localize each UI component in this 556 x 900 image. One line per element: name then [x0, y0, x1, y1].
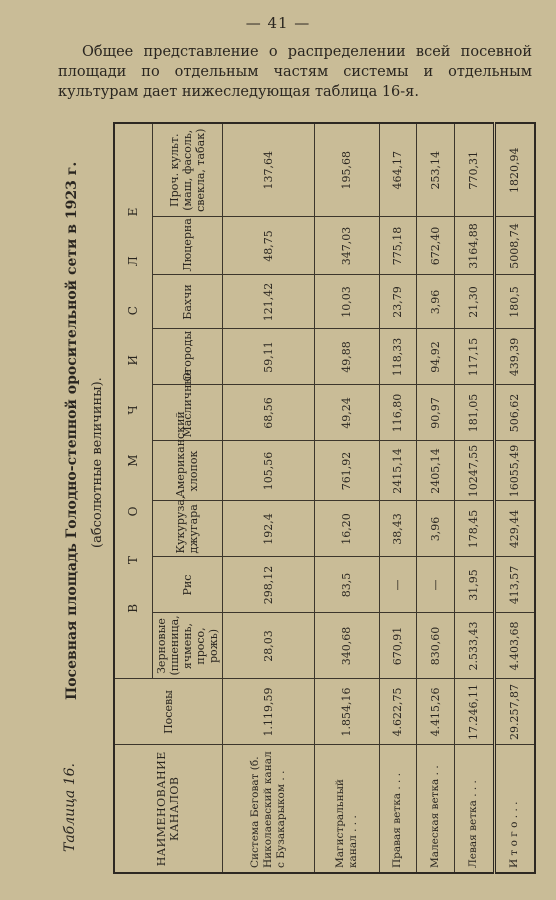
header-posevy: Посевы: [114, 679, 222, 745]
table-row: [314, 123, 379, 873]
cell: 670,91: [379, 613, 417, 679]
cell: 59,11: [222, 329, 314, 385]
cell: 775,18: [379, 217, 417, 275]
header-col: Бахчи: [152, 275, 222, 329]
table-row: [379, 123, 417, 873]
cell: 10247,55: [454, 441, 494, 501]
cell: 340,68: [314, 613, 379, 679]
table-title: Посевная площадь Голодно-степной оросительной сети в 1923 г.: [64, 161, 80, 700]
cell: 49,24: [314, 385, 379, 441]
cell: 506,62: [494, 385, 535, 441]
cell: 121,42: [222, 275, 314, 329]
cell: 68,56: [222, 385, 314, 441]
cell: 38,43: [379, 501, 417, 557]
cell: 672,40: [417, 217, 455, 275]
table-caption: Таблица 16.: [62, 763, 78, 852]
cell: 3164,88: [454, 217, 494, 275]
cell: 16,20: [314, 501, 379, 557]
table-row: [417, 123, 455, 873]
cell-posevy: 4.622,75: [379, 679, 417, 745]
cell: 195,68: [314, 123, 379, 217]
cell: 31,95: [454, 557, 494, 613]
total-row: [494, 123, 535, 873]
cell: 770,31: [454, 123, 494, 217]
cell: 94,92: [417, 329, 455, 385]
cell: 181,05: [454, 385, 494, 441]
cell: 48,75: [222, 217, 314, 275]
cell: 2415,14: [379, 441, 417, 501]
header-col: Проч. культ. (маш, фасоль, свекла, табак): [152, 123, 222, 217]
cell: 178,45: [454, 501, 494, 557]
table-subtitle: (абсолютные величины).: [90, 377, 105, 548]
cell: 137,64: [222, 123, 314, 217]
cell-posevy: 1.854,16: [314, 679, 379, 745]
cell: 2405,14: [417, 441, 455, 501]
cell: 761,92: [314, 441, 379, 501]
cell: —: [417, 557, 455, 613]
cell: 2.533,43: [454, 613, 494, 679]
row-name: Магистральный канал . . .: [314, 745, 379, 873]
total-label: И т о г о . . .: [494, 745, 535, 873]
cell: 429,44: [494, 501, 535, 557]
cell: 830,60: [417, 613, 455, 679]
table-row: [222, 123, 314, 873]
header-channel-names: НАИМЕНОВАНИЕ КАНАЛОВ: [114, 745, 222, 873]
table-row: [454, 123, 494, 873]
cell: 10,03: [314, 275, 379, 329]
row-name: Система Беговат (б. Николаевский канал с Бузакарыком . .: [222, 745, 314, 873]
header-col: Огороды: [152, 329, 222, 385]
header-col: Зерновые (пшеница, ячмень, просо, рожь): [152, 613, 222, 679]
header-col: Люцерна: [152, 217, 222, 275]
cell: 413,57: [494, 557, 535, 613]
header-col: Масличные: [152, 385, 222, 441]
cell: 105,56: [222, 441, 314, 501]
cell: 90,97: [417, 385, 455, 441]
cell: 3,96: [417, 275, 455, 329]
cell: 253,14: [417, 123, 455, 217]
cell: 23,79: [379, 275, 417, 329]
header-col: Кукуруза, джугара: [152, 501, 222, 557]
cell: 1820,94: [494, 123, 535, 217]
cell: 28,03: [222, 613, 314, 679]
cell: 117,15: [454, 329, 494, 385]
row-name: Малеская ветка . .: [417, 745, 455, 873]
cell: 298,12: [222, 557, 314, 613]
cell: 180,5: [494, 275, 535, 329]
header-col: Американский хлопок: [152, 441, 222, 501]
cell: 464,17: [379, 123, 417, 217]
cell: 5008,74: [494, 217, 535, 275]
cell-posevy: 4.415,26: [417, 679, 455, 745]
cell: 3,96: [417, 501, 455, 557]
cell: 439,39: [494, 329, 535, 385]
table-container: [113, 124, 536, 874]
cell: 192,4: [222, 501, 314, 557]
header-col: Рис: [152, 557, 222, 613]
cell: —: [379, 557, 417, 613]
cell: 116,80: [379, 385, 417, 441]
cell-posevy: 1.119,59: [222, 679, 314, 745]
cell-posevy: 29.257,87: [494, 679, 535, 745]
cell: 347,03: [314, 217, 379, 275]
sowing-area-table: [113, 122, 536, 874]
header-v-tom-chisle: В Т О М Ч И С Л Е: [114, 123, 152, 679]
cell: 16055,49: [494, 441, 535, 501]
cell: 83,5: [314, 557, 379, 613]
cell: 4.403,68: [494, 613, 535, 679]
row-name: Правая ветка . . .: [379, 745, 417, 873]
cell: 49,88: [314, 329, 379, 385]
page-number: — 41 —: [245, 14, 311, 32]
row-name: Левая ветка . . .: [454, 745, 494, 873]
cell: 118,33: [379, 329, 417, 385]
cell: 21,30: [454, 275, 494, 329]
cell-posevy: 17.246,11: [454, 679, 494, 745]
intro-paragraph: Общее представление о распределении всей посевной площади по отдельным частям системы и отдельным культурам дает нижеследующая таблица 16-я.: [58, 44, 532, 100]
